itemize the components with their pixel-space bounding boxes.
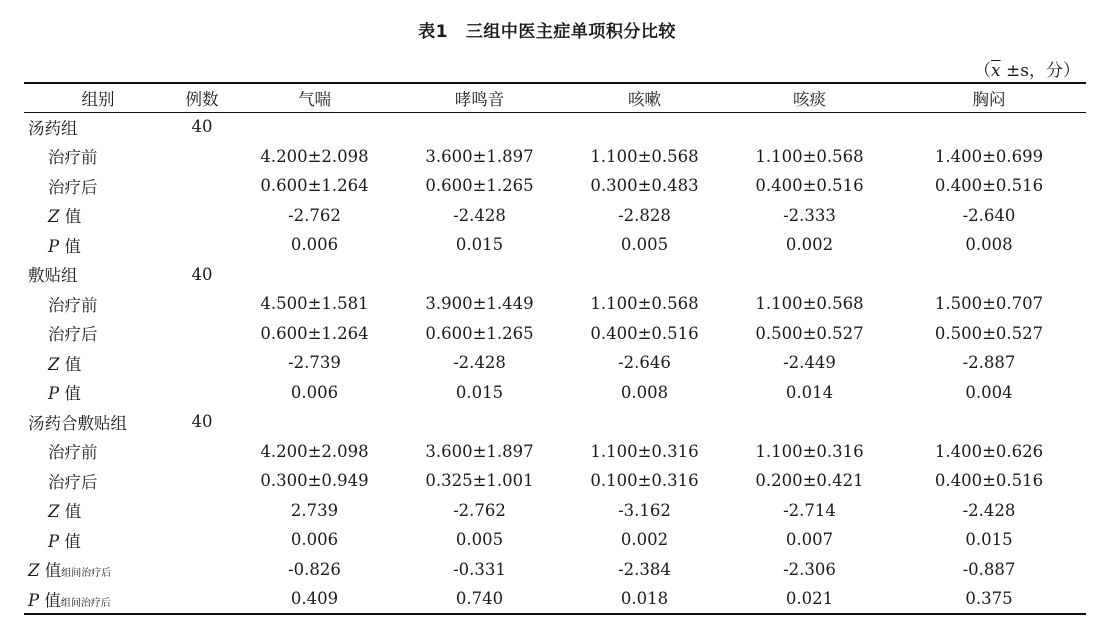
table-number: 表1	[418, 22, 448, 42]
row-label-subscript: 组间治疗后	[61, 568, 112, 580]
row-label	[24, 319, 172, 349]
value-cell: 0.400±0.516	[934, 471, 1044, 491]
unit-open: （	[974, 61, 992, 81]
value-cell: -2.762	[453, 500, 506, 520]
value-cell: 0.300±0.483	[590, 176, 699, 196]
value-cell: 1.100±0.316	[755, 441, 864, 461]
value-cell: 1.100±0.568	[590, 146, 699, 166]
value-cell: -2.828	[618, 205, 671, 225]
between-group-row	[24, 555, 1086, 585]
header-chest-tightness: 胸闷	[972, 90, 1006, 109]
table-row	[24, 319, 1086, 349]
value-cell: 0.015	[455, 382, 504, 402]
stat-letter: P	[28, 590, 40, 610]
empty-cell	[172, 230, 232, 260]
group-name: 敷贴组	[28, 266, 78, 286]
value-cell: 0.006	[290, 382, 339, 402]
stat-letter: Z	[48, 207, 60, 227]
empty-cell	[172, 201, 232, 231]
value-cell: 0.740	[455, 589, 504, 609]
stat-letter: Z	[48, 354, 60, 374]
unit-mean-symbol: $\overline{x}$	[991, 61, 1001, 81]
row-label	[24, 378, 172, 408]
value-cell: -0.826	[288, 559, 341, 579]
value-cell: 0.008	[965, 235, 1013, 255]
empty-cell	[172, 496, 232, 526]
row-label	[24, 555, 172, 585]
value-cell: -2.449	[783, 353, 836, 373]
table-body	[24, 112, 1086, 614]
table-row	[24, 142, 1086, 172]
empty-cell	[892, 112, 1086, 142]
value-cell: 0.400±0.516	[755, 176, 864, 196]
table-row	[24, 171, 1086, 201]
empty-cell	[892, 407, 1086, 437]
row-label-text: 值	[59, 531, 81, 551]
empty-cell	[892, 260, 1086, 290]
row-label	[24, 584, 172, 614]
value-cell: -2.762	[288, 205, 341, 225]
group-name: 汤药合敷贴组	[28, 413, 127, 433]
header-cough: 咳嗽	[628, 90, 661, 109]
value-cell: 0.002	[620, 530, 669, 550]
empty-cell	[727, 260, 892, 290]
empty-cell	[172, 348, 232, 378]
value-cell: 3.600±1.897	[425, 146, 534, 166]
group-row	[24, 260, 1086, 290]
empty-cell	[172, 466, 232, 496]
value-cell: 1.400±0.626	[934, 441, 1044, 461]
value-cell: 0.600±1.264	[260, 323, 369, 343]
empty-cell	[397, 260, 562, 290]
between-group-row	[24, 584, 1086, 614]
empty-cell	[172, 289, 232, 319]
empty-cell	[727, 112, 892, 142]
row-label	[24, 230, 172, 260]
row-label-text: 治疗前	[48, 295, 98, 315]
value-cell: 2.739	[290, 500, 339, 520]
header-count: 例数	[185, 90, 219, 109]
value-cell: 0.005	[620, 235, 669, 255]
value-cell: 3.900±1.449	[425, 294, 534, 314]
row-label	[24, 437, 172, 467]
group-count: 40	[191, 412, 213, 432]
value-cell: -2.739	[288, 353, 341, 373]
empty-cell	[172, 378, 232, 408]
value-cell: -2.714	[783, 500, 836, 520]
value-cell: 0.004	[965, 382, 1013, 402]
value-cell: 1.100±0.568	[755, 294, 864, 314]
empty-cell	[172, 584, 232, 614]
table-row	[24, 525, 1086, 555]
table-row	[24, 437, 1086, 467]
row-label	[24, 171, 172, 201]
group-name: 汤药组	[28, 118, 78, 138]
value-cell: -2.384	[618, 559, 671, 579]
row-label-text: 值	[39, 561, 62, 581]
group-count: 40	[191, 117, 213, 137]
value-cell: 1.100±0.568	[755, 146, 864, 166]
table-row	[24, 466, 1086, 496]
row-label-text: 治疗后	[48, 472, 98, 492]
row-label	[24, 496, 172, 526]
value-cell: -2.640	[962, 205, 1016, 225]
value-cell: -2.428	[453, 205, 506, 225]
table-row	[24, 378, 1086, 408]
row-label-text: 治疗后	[48, 325, 98, 345]
value-cell: 0.600±1.265	[425, 323, 534, 343]
row-label	[24, 348, 172, 378]
empty-cell	[397, 112, 562, 142]
value-cell: -2.333	[783, 205, 836, 225]
value-cell: -2.887	[962, 353, 1016, 373]
empty-cell	[232, 112, 397, 142]
value-cell: 0.018	[620, 589, 669, 609]
row-label-text: 值	[59, 384, 81, 404]
table-title-text: 三组中医主症单项积分比较	[465, 22, 676, 42]
value-cell: 0.400±0.516	[934, 176, 1044, 196]
value-cell: 0.500±0.527	[934, 323, 1044, 343]
value-cell: 0.100±0.316	[590, 471, 699, 491]
value-cell: 0.400±0.516	[590, 323, 699, 343]
empty-cell	[172, 555, 232, 585]
value-cell: -2.428	[962, 500, 1016, 520]
value-cell: 0.375	[965, 589, 1013, 609]
value-cell: -2.428	[453, 353, 506, 373]
table-row	[24, 348, 1086, 378]
value-cell: 0.007	[785, 530, 834, 550]
empty-cell	[562, 112, 727, 142]
stat-letter: P	[48, 384, 60, 404]
table-row	[24, 230, 1086, 260]
value-cell: 0.006	[290, 235, 339, 255]
stat-letter: P	[48, 236, 60, 256]
group-count: 40	[191, 264, 213, 284]
value-cell: 0.015	[455, 235, 504, 255]
stat-letter: Z	[48, 502, 60, 522]
value-cell: 4.200±2.098	[260, 146, 369, 166]
row-label-text: 值	[59, 354, 82, 374]
row-label	[24, 466, 172, 496]
value-cell: 0.600±1.264	[260, 176, 369, 196]
unit-note	[974, 56, 1080, 81]
stat-letter: P	[48, 531, 60, 551]
value-cell: 4.500±1.581	[260, 294, 369, 314]
score-table	[24, 84, 1086, 614]
row-label-text: 值	[59, 236, 81, 256]
value-cell: 0.600±1.265	[425, 176, 534, 196]
value-cell: 4.200±2.098	[260, 441, 369, 461]
table-row	[24, 496, 1086, 526]
empty-cell	[172, 437, 232, 467]
table-row	[24, 289, 1086, 319]
row-label-text: 治疗后	[48, 177, 98, 197]
row-label	[24, 201, 172, 231]
row-label	[24, 289, 172, 319]
empty-cell	[562, 407, 727, 437]
empty-cell	[172, 142, 232, 172]
table-title	[0, 17, 1094, 42]
value-cell: 0.021	[785, 589, 834, 609]
group-row	[24, 112, 1086, 142]
value-cell: 1.400±0.699	[934, 146, 1044, 166]
empty-cell	[727, 407, 892, 437]
header-sputum: 咳痰	[793, 90, 826, 109]
row-label-text: 值	[59, 502, 82, 522]
row-label-subscript: 组间治疗后	[60, 597, 111, 609]
value-cell: 0.300±0.949	[260, 471, 369, 491]
header-wheeze-sound: 哮鸣音	[454, 90, 505, 109]
value-cell: -0.331	[453, 559, 506, 579]
unit-rest: ±s，分）	[1000, 61, 1080, 81]
value-cell: 0.006	[290, 530, 339, 550]
value-cell: -2.306	[783, 559, 836, 579]
empty-cell	[172, 171, 232, 201]
empty-cell	[232, 407, 397, 437]
row-label-text: 治疗前	[48, 148, 98, 168]
header-row	[24, 84, 1086, 112]
header-group: 组别	[81, 90, 115, 109]
row-label	[24, 525, 172, 555]
group-row	[24, 407, 1086, 437]
empty-cell	[172, 319, 232, 349]
value-cell: 0.500±0.527	[755, 323, 864, 343]
row-label-text: 治疗前	[48, 443, 98, 463]
value-cell: 0.200±0.421	[755, 471, 864, 491]
empty-cell	[562, 260, 727, 290]
header-wheezing: 气喘	[298, 90, 331, 109]
value-cell: -2.646	[618, 353, 671, 373]
value-cell: 1.500±0.707	[934, 294, 1044, 314]
stat-letter: Z	[28, 561, 40, 581]
value-cell: 0.008	[620, 382, 669, 402]
value-cell: 0.409	[290, 589, 339, 609]
value-cell: 0.014	[785, 382, 834, 402]
value-cell: -3.162	[618, 500, 671, 520]
value-cell: 1.100±0.316	[590, 441, 699, 461]
value-cell: -0.887	[962, 559, 1016, 579]
value-cell: 0.325±1.001	[425, 471, 534, 491]
value-cell: 0.002	[785, 235, 834, 255]
empty-cell	[172, 525, 232, 555]
row-label-text: 值	[59, 207, 82, 227]
row-label	[24, 142, 172, 172]
value-cell: 0.005	[455, 530, 504, 550]
table-row	[24, 201, 1086, 231]
row-label-text: 值	[39, 590, 61, 610]
empty-cell	[397, 407, 562, 437]
value-cell: 0.015	[965, 530, 1013, 550]
value-cell: 3.600±1.897	[425, 441, 534, 461]
value-cell: 1.100±0.568	[590, 294, 699, 314]
empty-cell	[232, 260, 397, 290]
